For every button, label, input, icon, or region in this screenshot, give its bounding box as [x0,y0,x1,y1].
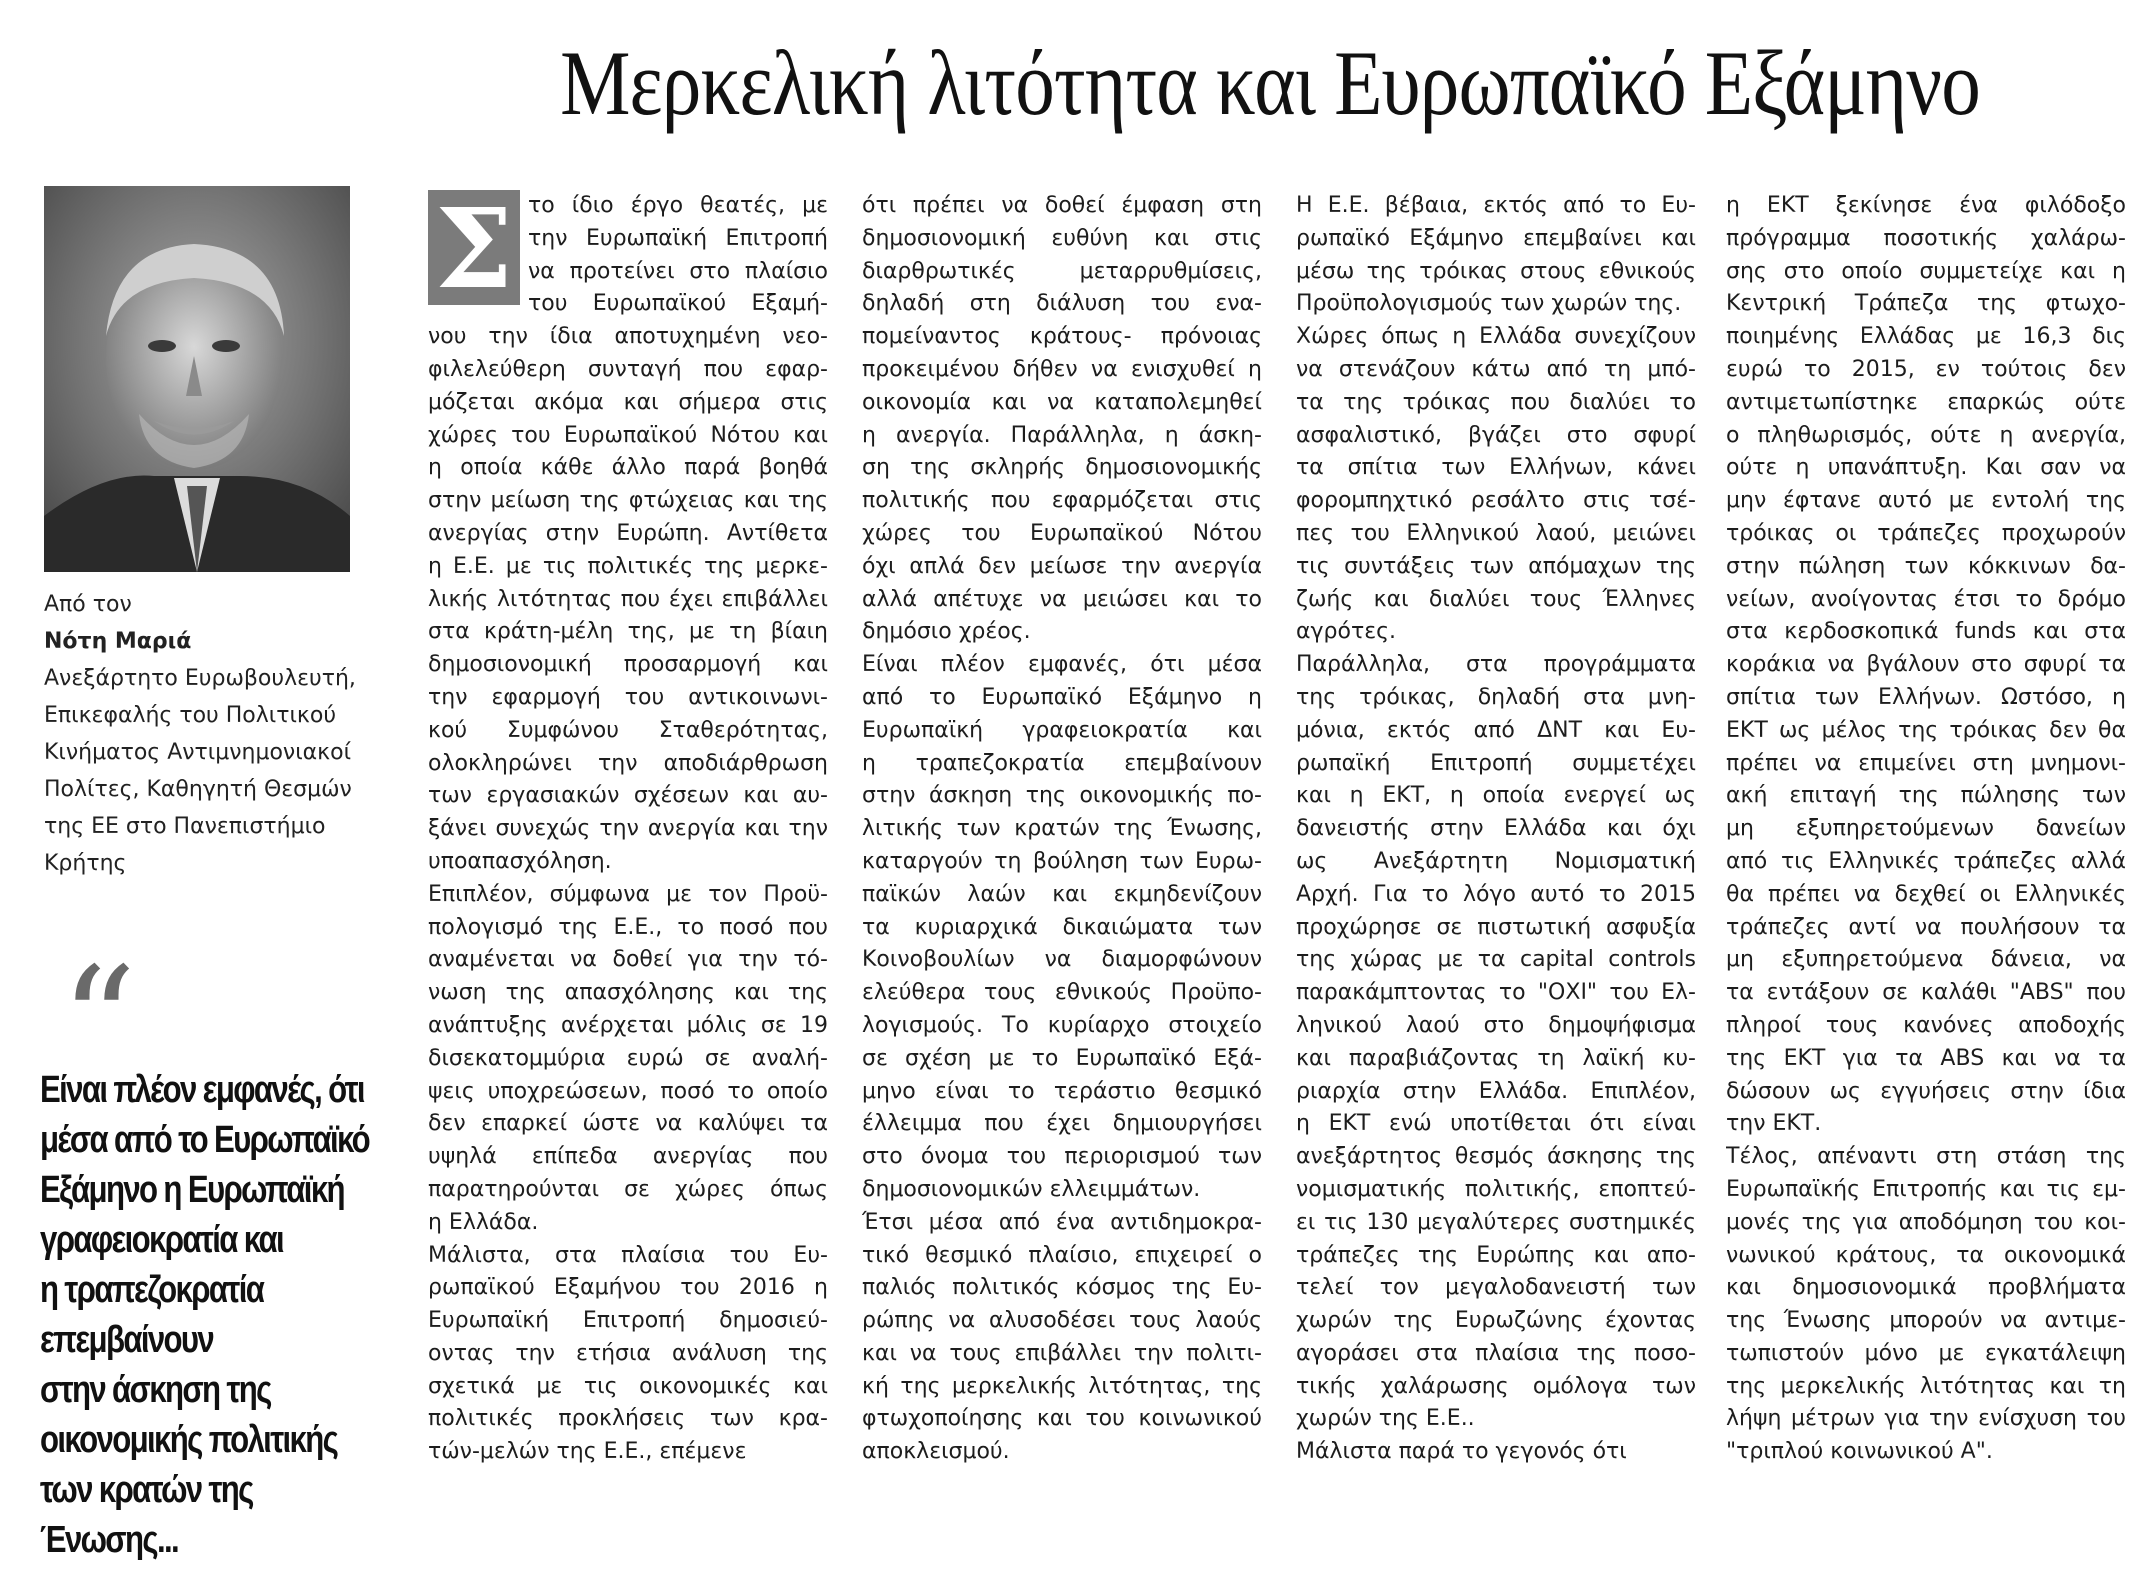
pullquote [40,1065,370,1565]
article-line: Η Ε.Ε. βέβαια, εκτός από το Ευ- [1296,193,1696,218]
article-line: λικής λιτότητας που έχει επιβάλλει [428,586,828,612]
article-line: υποαπασχόληση. [428,848,612,874]
article-line: χωρών της Ευρωζώνης έχοντας [1296,1308,1696,1334]
article-line: τράπεζες της Ευρώπης και απο- [1296,1242,1696,1268]
article-line: η Ελλάδα. [428,1209,539,1235]
article-line: ΕΚΤ ως μέλος της τρόικας δεν θα [1726,717,2126,743]
byline [44,586,374,882]
article-line: τράπεζες αντί να πουλήσουν τα [1726,914,2126,940]
article-line: η ΕΚΤ ενώ υποτίθεται ότι είναι [1296,1111,1696,1137]
article-line: πληροί τους κανόνες αποδοχής [1726,1012,2126,1038]
article-line: τα της τρόικας που διαλύει το [1296,389,1696,415]
headline: Μερκελική λιτότητα και Ευρωπαϊκό Εξάμηνο [560,32,1980,134]
article-line: η ΕΚΤ ξεκίνησε ένα φιλόδοξο [1726,193,2126,218]
article-line: νομισματικής πολιτικής, εποπτεύ- [1296,1176,1696,1202]
article-line: τα κυριαρχικά δικαιώματα των [862,914,1262,940]
article-line: Χώρες όπως η Ελλάδα συνεχίζουν [1296,324,1696,350]
article-line: δημοσιονομική προσαρμογή και [428,652,828,678]
article-line: όχι απλά δεν μείωσε την ανεργία [862,553,1262,579]
article-line: παϊκών λαών και εκμηδενίζουν [862,881,1262,907]
article-line: ζωής και διαλύει τους Έλληνες [1296,586,1696,612]
article-line: παρακάμπτοντας το "ΟΧΙ" του Ελ- [1296,980,1696,1006]
article-line: δώσουν ως εγγυήσεις στην ίδια [1726,1078,2126,1104]
author-role-line: Πολίτες, Καθηγητή Θεσμών [44,777,352,802]
article-line: ούτε η υπανάπτυξη. Και σαν να [1726,455,2126,481]
pullquote-line: των κρατών της [40,1469,253,1511]
article-line: αλλά απέτυχε να μειώσει και το [862,586,1262,612]
article-line: από τις Ελληνικές τράπεζες αλλά [1726,848,2126,874]
article-line: και η ΕΚΤ, η οποία ενεργεί ως [1296,783,1696,809]
pullquote-line: μέσα από το Ευρωπαϊκό [40,1119,370,1161]
article-line: πρέπει να επιμείνει στη μνημονι- [1726,750,2126,776]
article-line: να προτείνει στο πλαίσιο [528,258,828,284]
article-line: θα πρέπει να δεχθεί οι Ελληνικές [1726,881,2126,907]
article-line: το ίδιο έργο θεατές, με [528,193,828,218]
author-role-line: της ΕΕ στο Πανεπιστήμιο [44,814,326,839]
article-line: πολογισμό της Ε.Ε., το ποσό που [428,914,828,940]
article-line: τωπιστούν μόνο με εγκατάλειψη [1726,1340,2126,1366]
article-line: Αρχή. Για το λόγο αυτό το 2015 [1296,881,1696,907]
article-line: η τραπεζοκρατία επεμβαίνουν [862,750,1262,776]
article-line: μηνο είναι το τεράστιο θεσμικό [862,1078,1262,1104]
article-line: νείων, ανοίγοντας έτσι το δρόμο [1726,586,2126,612]
article-line: αποκλεισμού. [862,1439,1010,1465]
article-line: προκειμένου δήθεν να ενισχυθεί η [862,356,1262,382]
article-line: τις συντάξεις των απόμαχων της [1296,553,1696,579]
article-line: Προϋπολογισμούς των χωρών της. [1296,291,1682,317]
article-line: διαρθρωτικές μεταρρυθμίσεις, [862,258,1262,284]
article-line: στο όνομα του περιορισμού των [862,1144,1262,1170]
article-line: ακή επιταγή της πώλησης των [1726,783,2126,809]
article-line: ση της σκληρής δημοσιονομικής [862,455,1262,481]
article-line: Μάλιστα, στα πλαίσια του Ευ- [428,1242,828,1268]
article-line: δηλαδή στη διάλυση του ενα- [862,291,1262,317]
article-line: της μερκελικής λιτότητας και τη [1726,1373,2126,1399]
article-line: και να τους επιβάλλει την πολιτι- [862,1340,1262,1366]
article-line: των εργασιακών σχέσεων και αυ- [428,783,828,809]
article-line: σπίτια των Ελλήνων. Ωστόσο, η [1726,684,2126,710]
article-line: μην έφτανε αυτό με εντολή της [1726,488,2126,514]
article-line: τα εντάξουν σε καλάθι "ABS" που [1726,980,2126,1006]
article-line: δημοσιονομικών ελλειμμάτων. [862,1176,1201,1202]
article-line: Είναι πλέον εμφανές, ότι μέσα [862,652,1262,678]
article-line: να στενάζουν κάτω από τη μπό- [1296,356,1696,382]
author-name: Νότη Μαριά [44,629,192,654]
article-line: ριαρχία στην Ελλάδα. Επιπλέον, [1296,1078,1696,1104]
pullquote-line: Ένωσης... [40,1519,179,1561]
author-role-line: Ανεξάρτητο Ευρωβουλευτή, [44,666,356,691]
article-line: λογισμούς. Το κυρίαρχο στοιχείο [862,1012,1262,1038]
article-line: λιτικής των κρατών της Ένωσης, [862,816,1262,842]
article-line: της Ένωσης μπορούν να αντιμε- [1726,1308,2126,1334]
article-line: από το Ευρωπαϊκό Εξάμηνο η [862,684,1262,710]
article-line: πρόγραμμα ποσοτικής χαλάρω- [1726,225,2126,251]
pullquote-line: η τραπεζοκρατία [40,1269,264,1311]
article-line: Ευρωπαϊκή γραφειοκρατία και [862,717,1262,743]
article-line: νωνικού κράτους, τα οικονομικά [1726,1242,2126,1268]
author-role-line: Επικεφαλής του Πολιτικού [44,703,337,728]
article-line: υψηλά επίπεδα ανεργίας που [428,1144,828,1170]
article-column-2 [862,190,1262,1469]
article-line: ελεύθερα τους εθνικούς Προϋπο- [862,980,1262,1006]
pullquote-line: στην άσκηση της [40,1369,271,1411]
pullquote-line: Εξάμηνο η Ευρωπαϊκή [40,1169,344,1211]
article-line: τικό θεσμικό πλαίσιο, επιχειρεί ο [862,1242,1262,1268]
article-line: τικής χαλάρωσης ομόλογα των [1296,1373,1696,1399]
article-line: στην πώληση των κόκκινων δα- [1726,553,2126,579]
article-line: αγρότες. [1296,619,1396,645]
article-line: δημοσιονομική ευθύνη και στις [862,225,1262,251]
article-line: στα κράτη-μέλη της, με τη βίαιη [428,619,828,645]
quote-mark-icon: “ [60,936,137,1110]
article-line: ρώπης να αλυσοδέσει τους λαούς [862,1308,1262,1334]
article-line: μη εξυπηρετούμενων δανείων [1726,816,2126,842]
article-column-1 [428,190,828,1469]
article-line: ανεξάρτητος θεσμός άσκησης της [1296,1144,1696,1170]
article-line: Ευρωπαϊκή Επιτροπή δημοσιεύ- [428,1308,828,1334]
article-line: του Ευρωπαϊκού Εξαμή- [528,291,828,317]
article-line: δισεκατομμύρια ευρώ σε αναλή- [428,1045,828,1071]
author-portrait-icon [44,186,350,572]
article-line: πολιτικές προκλήσεις των κρα- [428,1406,828,1432]
article-line: ει τις 130 μεγαλύτερες συστημικές [1296,1209,1696,1235]
pullquote-line: γραφειοκρατία και [40,1219,284,1261]
article-line: νου την ίδια αποτυχημένη νεο- [428,324,828,350]
article-line: σχετικά με τις οικονομικές και [428,1373,828,1399]
article-line: κού Συμφώνου Σταθερότητας, [428,717,828,743]
article-line: μέσω της τρόικας στους εθνικούς [1296,258,1696,284]
article-line: ως Ανεξάρτητη Νομισματική [1296,848,1696,874]
article-line: σε σχέση με το Ευρωπαϊκό Εξά- [862,1045,1262,1071]
author-role-line: Κρήτης [44,851,127,876]
article-line: πολιτικής που εφαρμόζεται στις [862,488,1262,514]
article-line: φιλελεύθερη συνταγή που εφαρ- [428,356,828,382]
article-line: "τριπλού κοινωνικού Α". [1726,1439,1993,1465]
article-line: πομείναντος κράτους- πρόνοιας [862,324,1262,350]
article-line: Ευρωπαϊκής Επιτροπής και τις εμ- [1726,1176,2126,1202]
article-line: ο πληθωρισμός, ούτε η ανεργία, [1726,422,2126,448]
article-line: την ΕΚΤ. [1726,1111,1822,1137]
article-line: Τέλος, απέναντι στη στάση της [1726,1144,2126,1170]
article-line: καταργούν τη βούληση των Ευρω- [862,848,1262,874]
article-line: τών-μελών της Ε.Ε., επέμενε [428,1439,747,1465]
drop-cap: Σ [428,190,520,305]
pullquote-line: επεμβαίνουν [40,1319,214,1361]
article-line: κοράκια να βγάλουν στο σφυρί τα [1726,652,2126,678]
article-line: μονές της για αποδόμηση του κοι- [1726,1209,2126,1235]
pullquote-line: οικονομικής πολιτικής [40,1419,338,1461]
article-column-4 [1726,190,2126,1469]
article-line: ανάπτυξης ανέρχεται μόλις σε 19 [428,1012,828,1038]
article-line: παρατηρούνται σε χώρες όπως [428,1176,828,1202]
article-line: ξάνει συνεχώς την ανεργία και την [428,816,828,842]
article-line: της ΕΚΤ για τα ABS και να τα [1726,1045,2126,1071]
article-line: Μάλιστα παρά το γεγονός ότι [1296,1439,1627,1465]
article-line: της τρόικας, δηλαδή στα μνη- [1296,684,1696,710]
article-line: φορομπηχτικό ρεσάλτο στις τσέ- [1296,488,1696,514]
article-line: της χώρας με τα capital controls [1296,947,1696,973]
article-line: κή της μερκελικής λιτότητας, της [862,1373,1262,1399]
article-line: αγοράσει στα πλαίσια της ποσο- [1296,1340,1696,1366]
article-line: και παραβιάζοντας τη λαϊκή κυ- [1296,1045,1696,1071]
article-line: δανειστής στην Ελλάδα και όχι [1296,816,1696,842]
article-line: νωση της απασχόλησης και της [428,980,828,1006]
article-line: στην μείωση της φτώχειας και της [428,488,828,514]
article-line: οντας την ετήσια ανάλυση της [428,1340,828,1366]
article-line: ρωπαϊκή Επιτροπή συμμετέχει [1296,750,1696,776]
article-line: Κοινοβουλίων να διαμορφώνουν [862,947,1262,973]
article-line: Έτσι μέσα από ένα αντιδημοκρα- [862,1209,1262,1235]
article-line: λήψη μέτρων για την ενίσχυση του [1726,1406,2126,1432]
article-line: Παράλληλα, στα προγράμματα [1296,652,1696,678]
article-line: τελεί τον μεγαλοδανειστή των [1296,1275,1696,1301]
article-line: παλιός πολιτικός κόσμος της Ευ- [862,1275,1262,1301]
article-line: χώρες του Ευρωπαϊκού Νότου και [428,422,828,448]
article-line: οικονομία και να καταπολεμηθεί [862,389,1262,415]
article-line: μόνια, εκτός από ΔΝΤ και Ευ- [1296,717,1696,743]
article-line: έλλειμμα που έχει δημιουργήσει [862,1111,1262,1137]
byline-prefix: Από τον [44,592,132,617]
article-line: σης στο οποίο συμμετείχε και η [1726,258,2126,284]
article-line: Επιπλέον, σύμφωνα με τον Προϋ- [428,881,828,907]
article-line: ποιημένης Ελλάδας με 16,3 δις [1726,324,2126,350]
article-line: ολοκληρώνει την αποδιάρθρωση [428,750,828,776]
article-line: τα σπίτια των Ελλήνων, κάνει [1296,455,1696,481]
article-column-3 [1296,190,1696,1469]
article-line: ψεις υποχρεώσεων, ποσό το οποίο [428,1078,828,1104]
article-line: πες του Ελληνικού λαού, μειώνει [1296,520,1696,546]
article-line: δεν επαρκεί ώστε να καλύψει τα [428,1111,828,1137]
article-line: μη εξυπηρετούμενα δάνεια, να [1726,947,2126,973]
article-line: ότι πρέπει να δοθεί έμφαση στη [862,193,1262,218]
article-line: την Ευρωπαϊκή Επιτροπή [528,225,828,251]
article-line: την εφαρμογή του αντικοινωνι- [428,684,828,710]
article-line: μόζεται ακόμα και σήμερα στις [428,389,828,415]
article-line: και δημοσιονομικά προβλήματα [1726,1275,2126,1301]
article-line: ρωπαϊκού Εξαμήνου του 2016 η [428,1275,828,1301]
article-line: χώρες του Ευρωπαϊκού Νότου [862,520,1262,546]
article-line: προχώρησε σε πιστωτική ασφυξία [1296,914,1696,940]
article-line: στα κερδοσκοπικά funds και στα [1726,619,2126,645]
article-line: τρόικας οι τράπεζες προχωρούν [1726,520,2126,546]
article-line: στην άσκηση της οικονομικής πο- [862,783,1262,809]
article-line: ευρώ το 2015, εν τούτοις δεν [1726,356,2126,382]
article-line: η οποία κάθε άλλο παρά βοηθά [428,455,828,481]
article-line: ασφαλιστικό, βγάζει στο σφυρί [1296,422,1696,448]
article-line: αναμένεται να δοθεί για την τό- [428,947,828,973]
article-line: φτωχοποίησης και του κοινωνικού [862,1406,1262,1432]
article-line: ληνικού λαού στο δημοψήφισμα [1296,1012,1696,1038]
article-line: ανεργίας στην Ευρώπη. Αντίθετα [428,520,828,546]
article-line: ρωπαϊκό Εξάμηνο επεμβαίνει και [1296,225,1696,251]
author-role-line: Κινήματος Αντιμνημονιακοί [44,740,352,765]
article-line: αντιμετωπίστηκε επαρκώς ούτε [1726,389,2126,415]
pullquote-line: Είναι πλέον εμφανές, ότι [40,1069,364,1111]
article-line: δημόσιο χρέος. [862,619,1031,645]
article-line: η ανεργία. Παράλληλα, η άσκη- [862,422,1262,448]
article-line: χωρών της Ε.Ε.. [1296,1406,1475,1432]
article-line: η Ε.Ε. με τις πολιτικές της μερκε- [428,553,828,579]
article-line: Κεντρική Τράπεζα της φτωχο- [1726,291,2126,317]
